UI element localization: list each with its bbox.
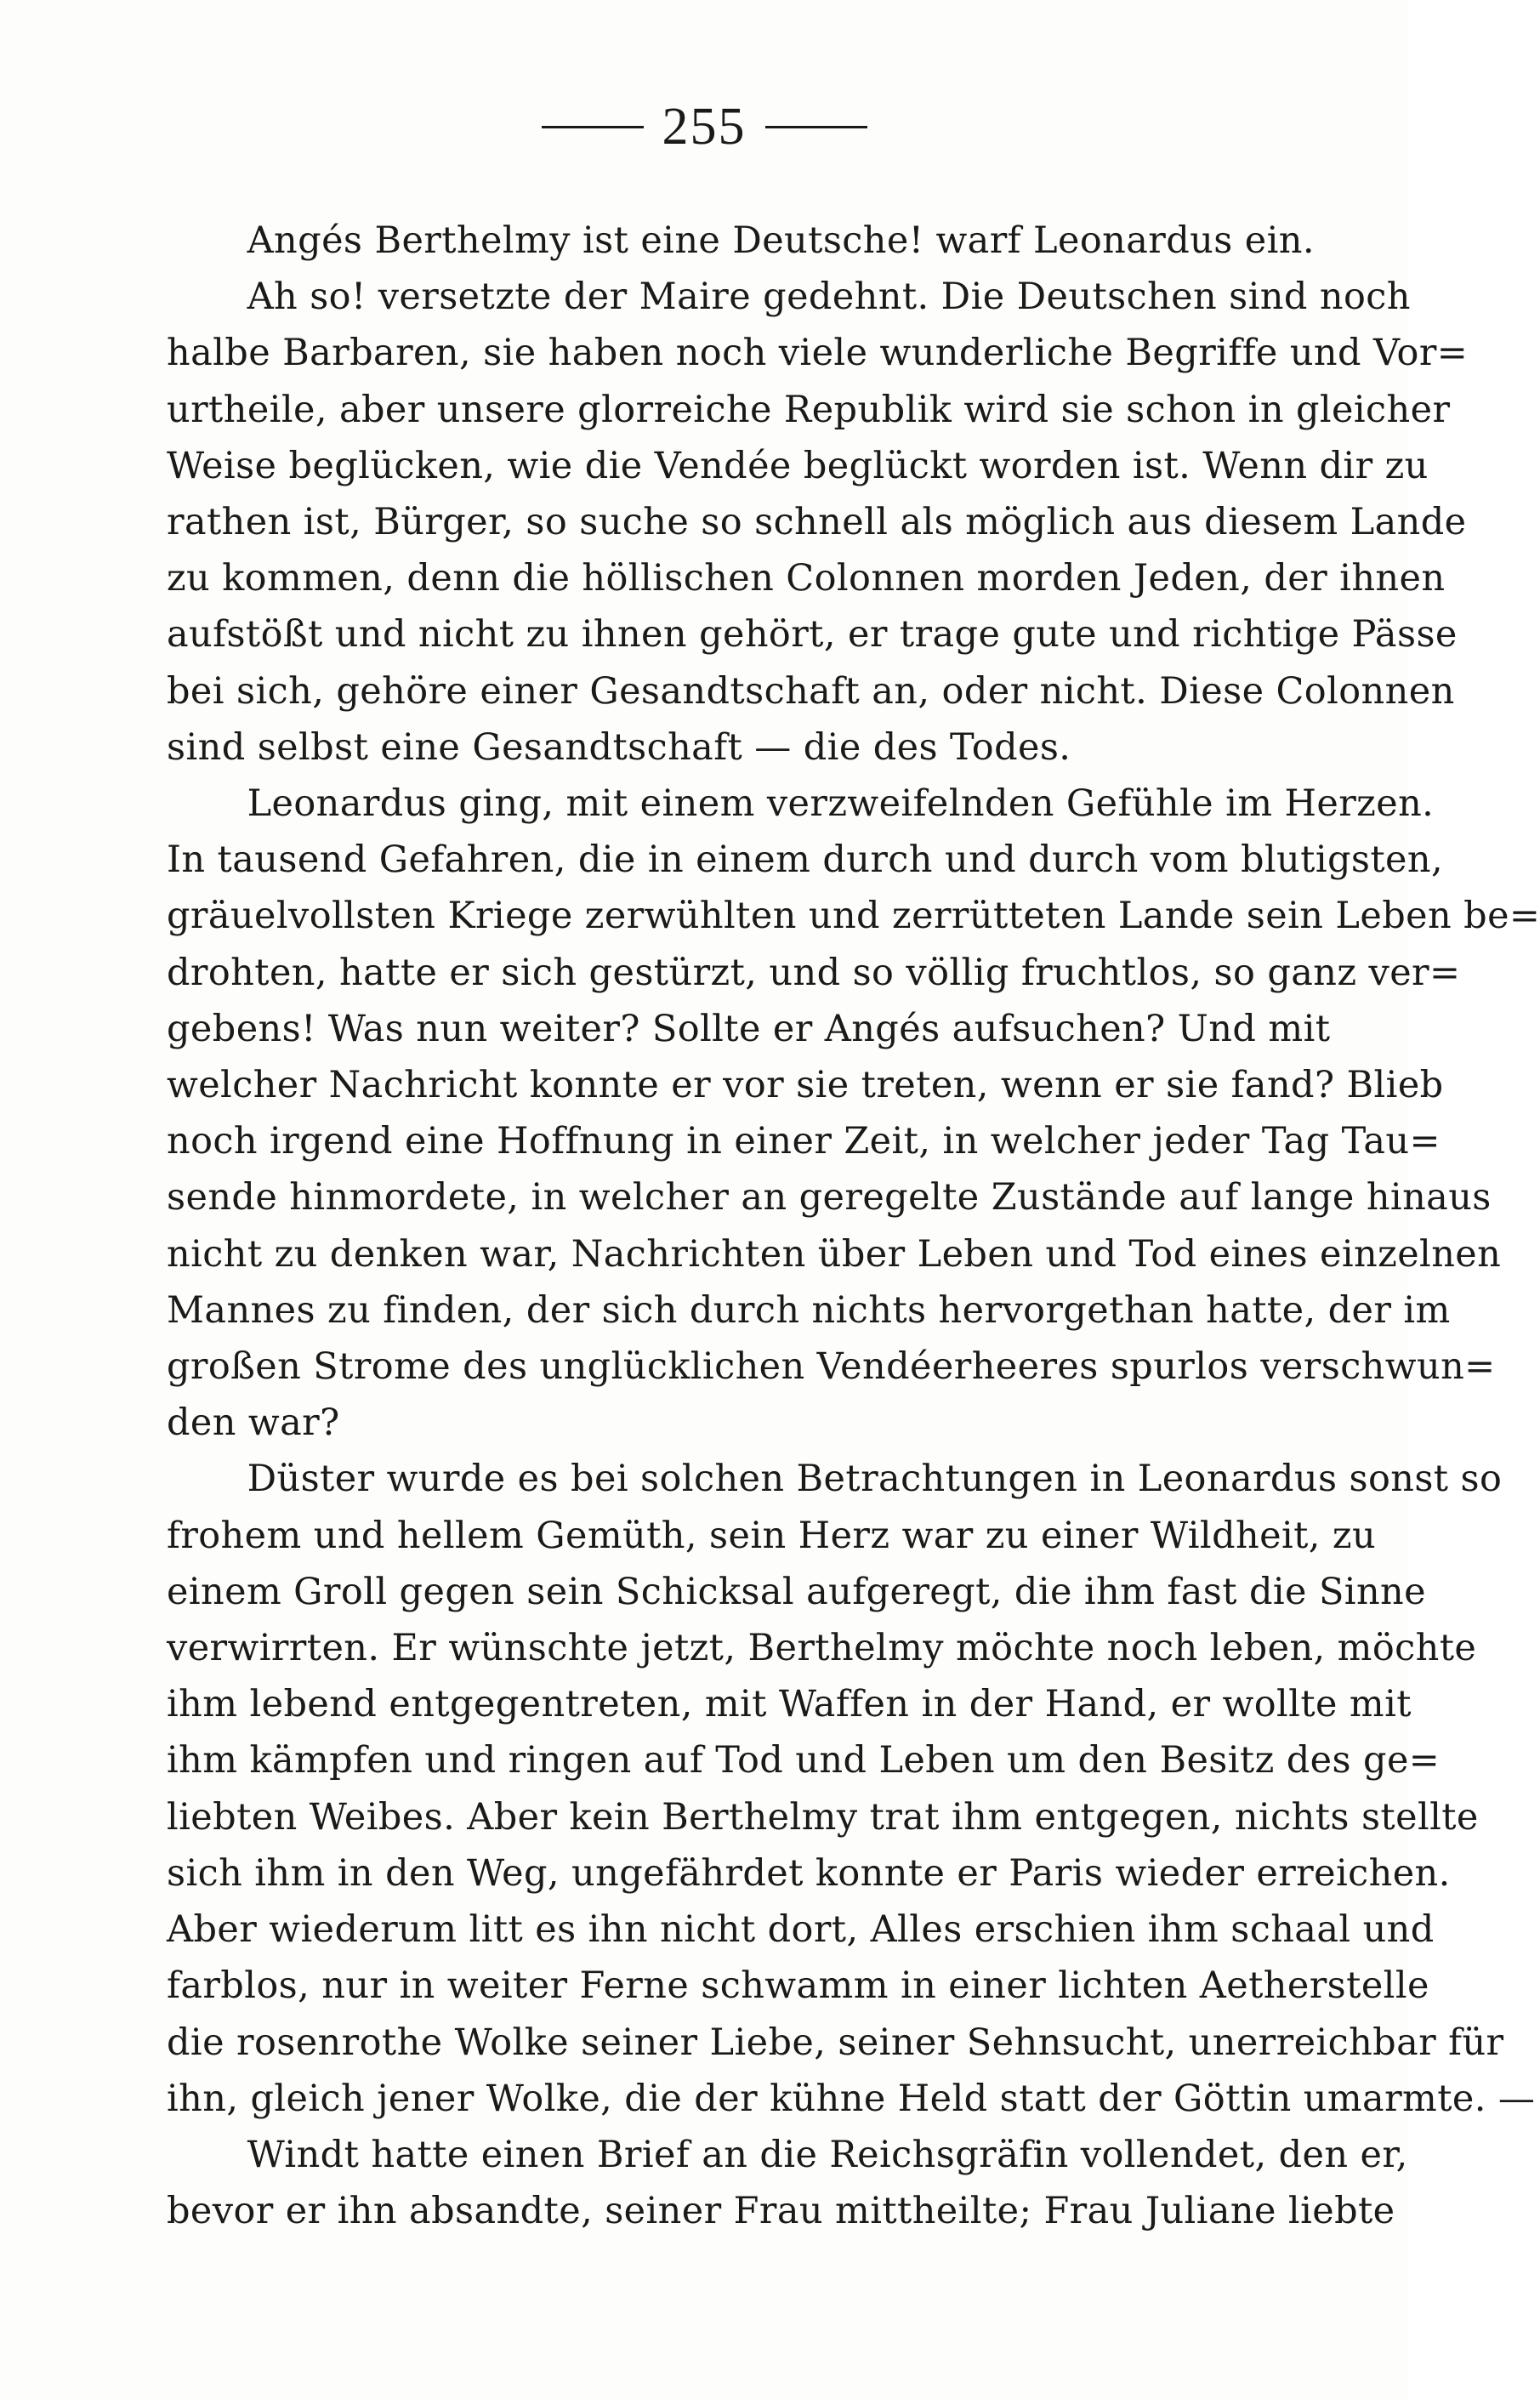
paragraph <box>167 213 1316 269</box>
text-line: sende hinmordete, in welcher an geregelte Zustände auf lange hinaus <box>167 1176 1492 1219</box>
text-line: verwirrten. Er wünschte jetzt, Berthelmy möchte noch leben, möchte <box>167 1627 1477 1670</box>
text-line: Mannes zu finden, der sich durch nichts hervorgethan hatte, der im <box>167 1288 1451 1332</box>
page-header <box>0 98 1408 156</box>
text-line: Angés Berthelmy ist eine Deutsche! warf Leonardus ein. <box>247 219 1315 262</box>
text-line: sind selbst eine Gesandtschaft — die des Todes. <box>167 725 1071 769</box>
paragraph <box>167 776 1540 1451</box>
text-line: nicht zu denken war, Nachrichten über Leben und Tod eines einzelnen <box>167 1232 1502 1276</box>
text-line: bei sich, gehöre einer Gesandtschaft an, oder nicht. Diese Colonnen <box>167 669 1455 713</box>
text-line: noch irgend eine Hoffnung in einer Zeit, in welcher jeder Tag Tau= <box>167 1120 1441 1163</box>
text-line: aufstößt und nicht zu ihnen gehört, er trage gute und richtige Pässe <box>167 613 1458 657</box>
text-line: den war? <box>167 1401 340 1445</box>
text-line: In tausend Gefahren, die in einem durch und durch vom blutigsten, <box>167 839 1444 882</box>
text-line: die rosenrothe Wolke seiner Liebe, seiner Sehnsucht, unerreichbar für <box>167 2021 1504 2064</box>
text-line: farblos, nur in weiter Ferne schwamm in einer lichten Aetherstelle <box>167 1964 1429 2008</box>
text-line: Düster wurde es bei solchen Betrachtungen in Leonardus sonst so <box>247 1458 1503 1501</box>
text-line: Leonardus ging, mit einem verzweifelnden Gefühle im Herzen. <box>247 782 1435 826</box>
body-text <box>167 213 1540 2239</box>
text-line: liebten Weibes. Aber kein Berthelmy trat ihm entgegen, nichts stellte <box>167 1795 1479 1839</box>
header-rule-left <box>542 126 644 128</box>
paragraph <box>167 269 1469 776</box>
text-line: halbe Barbaren, sie haben noch viele wunderliche Begriffe und Vor= <box>167 332 1469 375</box>
text-line: Aber wiederum litt es ihn nicht dort, Alles erschien ihm schaal und <box>167 1908 1435 1952</box>
text-line: zu kommen, denn die höllischen Colonnen morden Jeden, der ihnen <box>167 557 1446 600</box>
text-line: rathen ist, Bürger, so suche so schnell als möglich aus diesem Lande <box>167 501 1467 544</box>
text-line: ihm kämpfen und ringen auf Tod und Leben um den Besitz des ge= <box>167 1739 1441 1782</box>
header-rule-right <box>765 126 867 128</box>
text-line: drohten, hatte er sich gestürzt, und so völlig fruchtlos, so ganz ver= <box>167 951 1461 994</box>
text-line: frohem und hellem Gemüth, sein Herz war zu einer Wildheit, zu <box>167 1514 1377 1557</box>
text-line: sich ihm in den Weg, ungefährdet konnte er Paris wieder erreichen. <box>167 1851 1451 1895</box>
page-number: 255 <box>662 98 747 156</box>
text-line: Weise beglücken, wie die Vendée beglückt worden ist. Wenn dir zu <box>167 444 1429 487</box>
text-line: gebens! Was nun weiter? Sollte er Angés aufsuchen? Und mit <box>167 1007 1331 1050</box>
text-line: welcher Nachricht konnte er vor sie treten, wenn er sie fand? Blieb <box>167 1064 1444 1107</box>
text-line: Ah so! versetzte der Maire gedehnt. Die Deutschen sind noch <box>247 276 1411 319</box>
text-line: gräuelvollsten Kriege zerwühlten und zerrütteten Lande sein Leben be= <box>167 895 1540 938</box>
text-line: großen Strome des unglücklichen Vendéerheeres spurlos verschwun= <box>167 1345 1496 1389</box>
text-line: bevor er ihn absandte, seiner Frau mittheilte; Frau Juliane liebte <box>167 2190 1395 2233</box>
text-line: urtheile, aber unsere glorreiche Republik wird sie schon in gleicher <box>167 388 1451 431</box>
paragraph <box>167 1451 1536 2126</box>
text-line: ihn, gleich jener Wolke, die der kühne Held statt der Göttin umarmte. — <box>167 2077 1536 2120</box>
text-line: ihm lebend entgegentreten, mit Waffen in der Hand, er wollte mit <box>167 1683 1412 1726</box>
text-line: Windt hatte einen Brief an die Reichsgräfin vollendet, den er, <box>247 2133 1408 2176</box>
paragraph <box>167 2127 1408 2239</box>
text-line: einem Groll gegen sein Schicksal aufgeregt, die ihm fast die Sinne <box>167 1570 1426 1613</box>
